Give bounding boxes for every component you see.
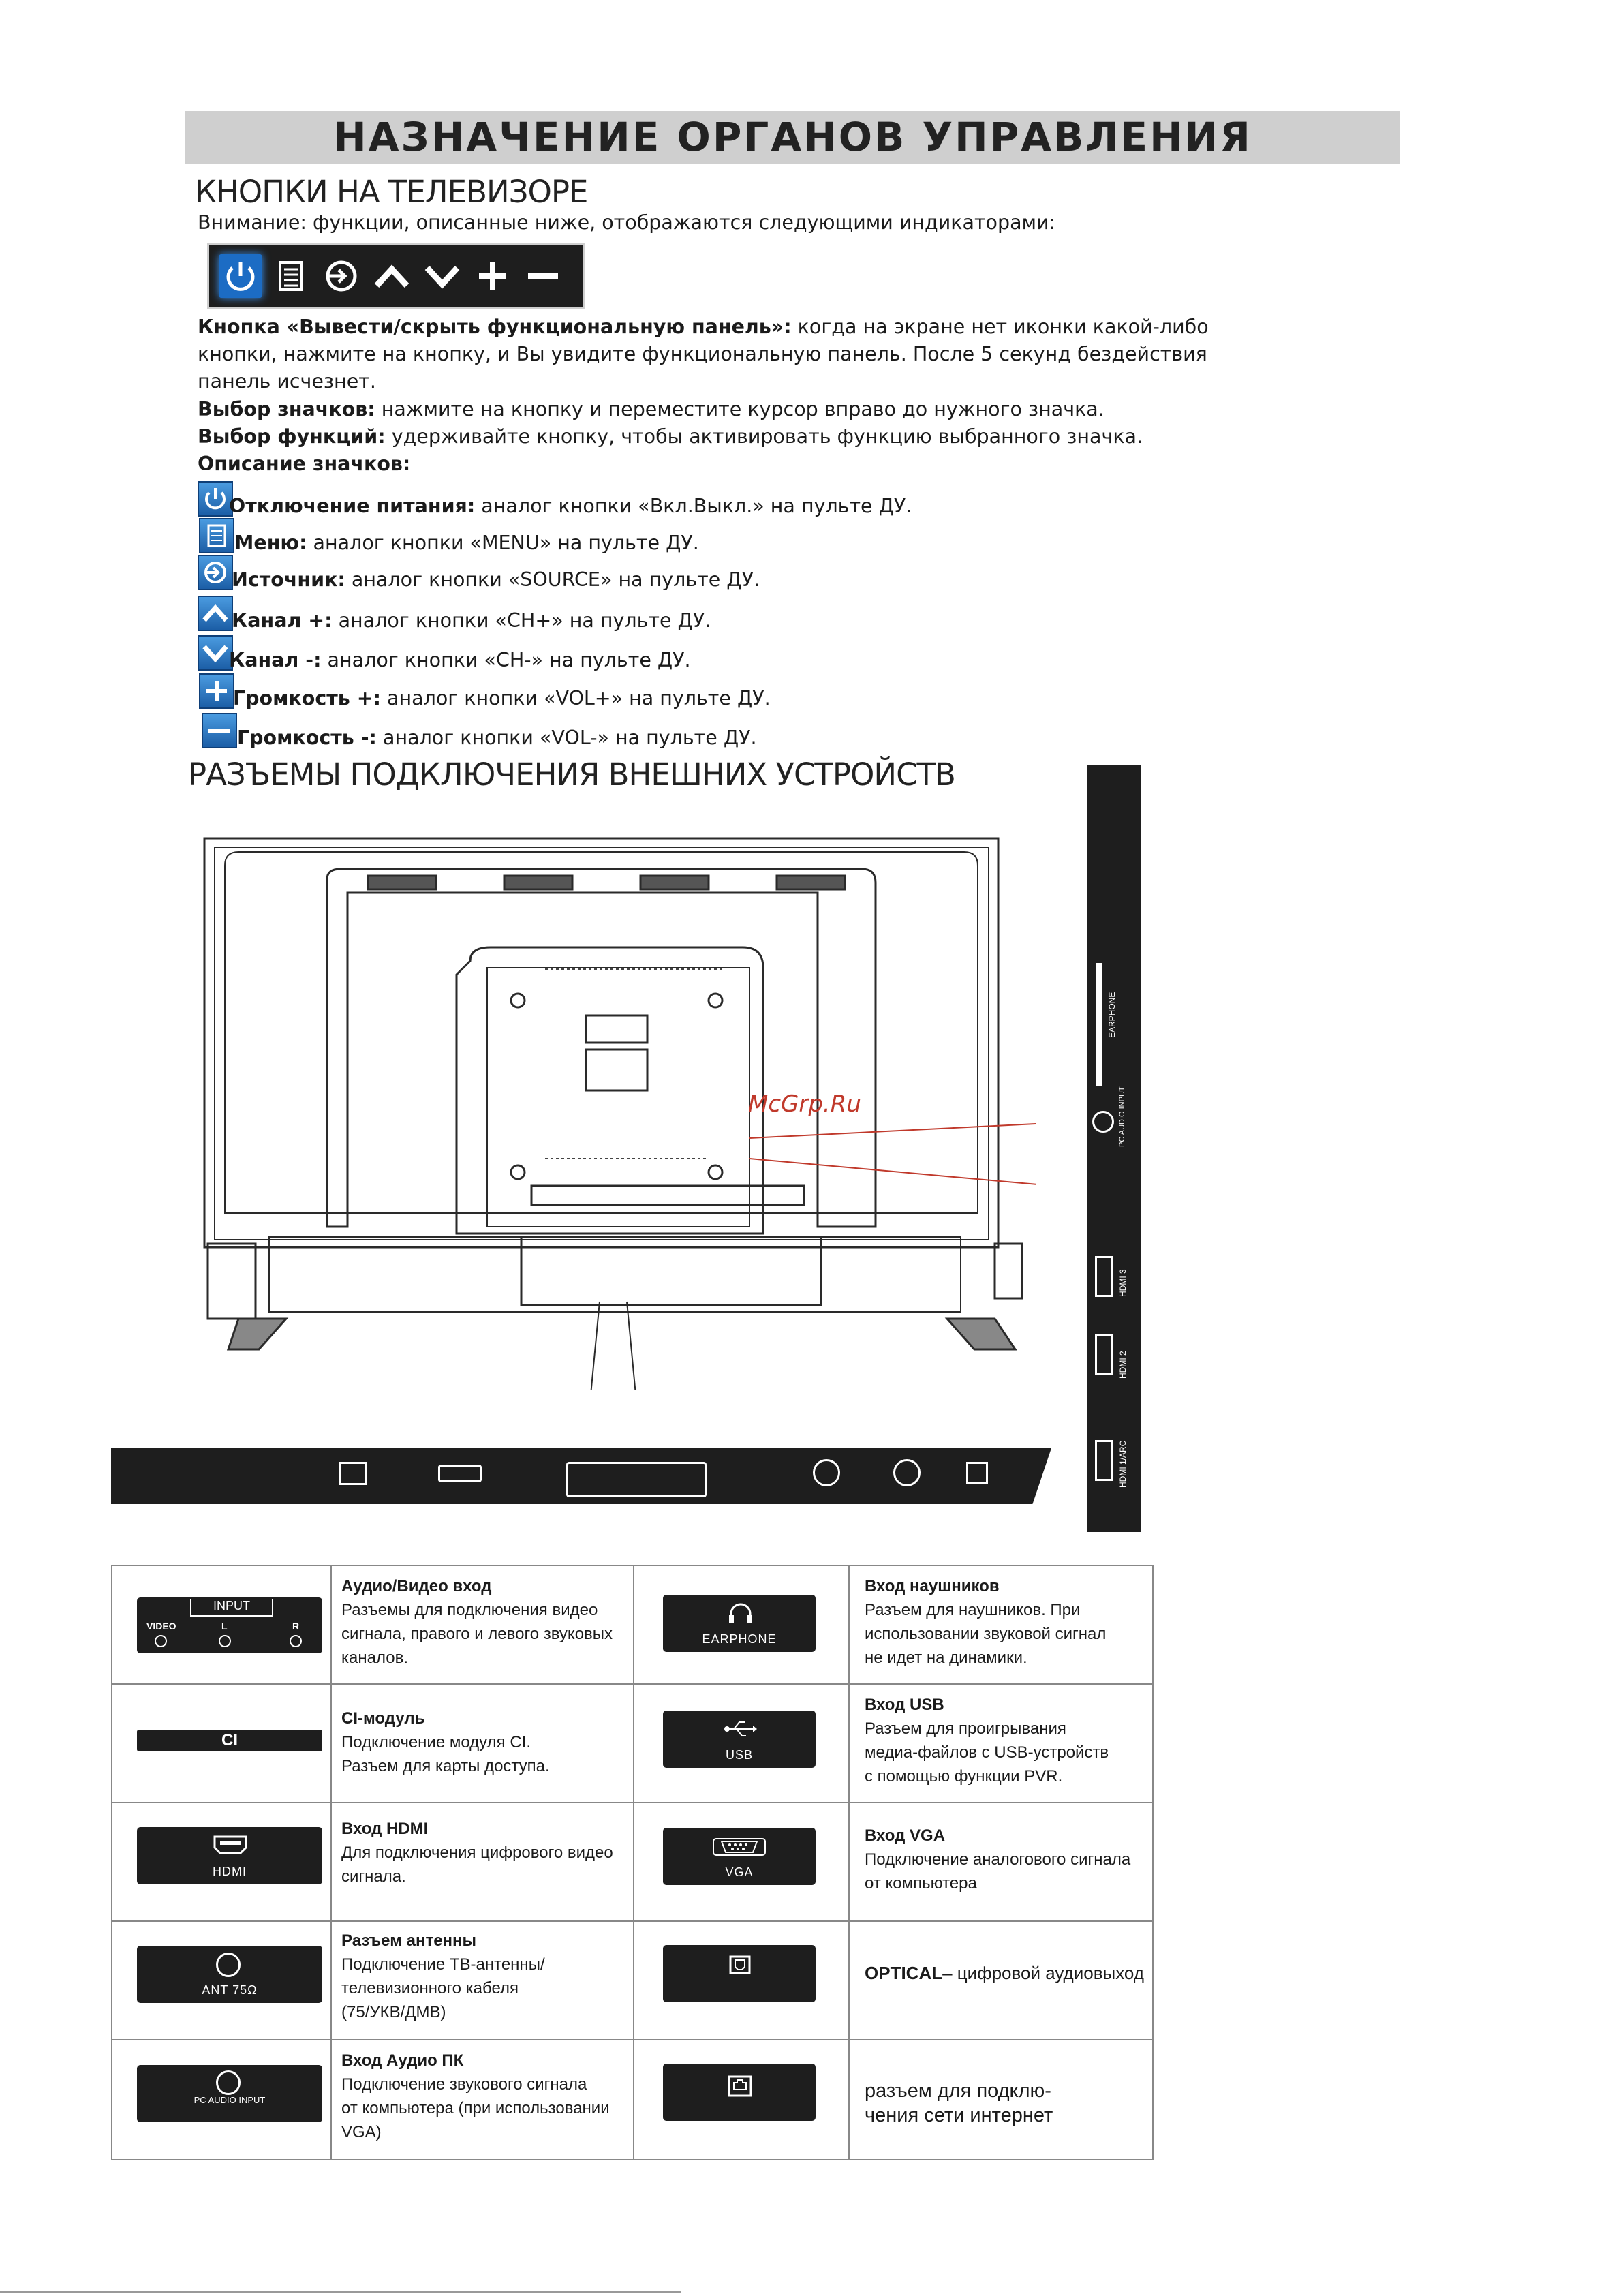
icon-desc-volume-up: Громкость +: аналог кнопки «VOL+» на пульте ДУ. xyxy=(233,687,771,709)
hdmi2-port-icon xyxy=(1095,1334,1113,1375)
headphones-icon xyxy=(727,1602,754,1625)
volume-up-icon xyxy=(471,254,514,298)
channel-up-icon xyxy=(198,596,233,631)
paragraph-2: Выбор значков: нажмите на кнопку и переместите курсор вправо до нужного значка. xyxy=(198,398,1104,420)
icon-desc-power: Отключение питания: аналог кнопки «Вкл.Выкл.» на пульте ДУ. xyxy=(229,495,912,517)
buttons-note: Внимание: функции, описанные ниже, отображаются следующими индикаторами: xyxy=(198,211,1056,234)
video-jack-icon xyxy=(155,1635,167,1647)
connectors-heading: РАЗЪЕМЫ ПОДКЛЮЧЕНИЯ ВНЕШНИХ УСТРОЙСТВ xyxy=(188,756,955,793)
menu-icon xyxy=(269,254,313,298)
volume-down-icon xyxy=(521,254,565,298)
channel-down-icon xyxy=(198,635,233,671)
channel-up-icon xyxy=(370,254,414,298)
av-input-label: INPUT xyxy=(190,1599,273,1617)
icon-desc-volume-down: Громкость -: аналог кнопки «VOL-» на пульте ДУ. xyxy=(237,726,757,749)
left-label: L xyxy=(221,1621,228,1632)
right-label: R xyxy=(292,1621,300,1632)
buttons-heading: КНОПКИ НА ТЕЛЕВИЗОРЕ xyxy=(195,174,588,210)
source-icon xyxy=(320,254,363,298)
page-title: НАЗНАЧЕНИЕ ОРГАНОВ УПРАВЛЕНИЯ xyxy=(333,114,1252,160)
pc-audio-jack-icon xyxy=(1092,1111,1114,1133)
ci-desc: CI-модуль Подключение модуля CI. Разъем для карты доступа. xyxy=(341,1709,550,1775)
watermark: McGrp.Ru xyxy=(748,1090,861,1118)
hdmi-icon xyxy=(213,1834,247,1856)
icon-desc-channel-down: Канал -: аналог кнопки «CH-» на пульте ДУ. xyxy=(229,649,691,671)
source-icon xyxy=(198,555,233,590)
vga-port xyxy=(663,1828,816,1885)
side-slot xyxy=(1096,963,1102,1086)
vga-port-label: VGA xyxy=(725,1865,754,1879)
optical-port xyxy=(663,1945,816,2002)
hdmi1-label: HDMI 1/ARC xyxy=(1118,1440,1128,1488)
hdmi3-port-icon xyxy=(1095,1256,1113,1297)
paragraph-3: Выбор функций: удерживайте кнопку, чтобы активировать функцию выбранного значка. xyxy=(198,425,1143,448)
audio-right-jack-icon xyxy=(290,1635,302,1647)
icon-desc-source: Источник: аналог кнопки «SOURCE» на пульте ДУ. xyxy=(232,568,760,591)
network-icon xyxy=(727,2075,753,2098)
antenna-desc: Разъем антенны Подключение ТВ-антенны/ телевизионного кабеля (75/УКВ/ДМВ) xyxy=(341,1931,545,2021)
hdmi2-label: HDMI 2 xyxy=(1118,1351,1128,1379)
audio-left-jack-icon xyxy=(219,1635,231,1647)
paragraph-1-line-3: панель исчезнет. xyxy=(198,370,376,393)
side-port-panel xyxy=(1087,765,1141,1532)
hdmi-port xyxy=(137,1827,322,1884)
channel-down-icon xyxy=(420,254,464,298)
optical-desc: OPTICAL– цифровой аудиовыход xyxy=(865,1963,1144,1983)
pc-audio-label: PC AUDIO INPUT xyxy=(1118,1086,1126,1147)
indicator-strip xyxy=(207,243,585,309)
av-input-port xyxy=(137,1597,322,1653)
pc-audio-port-label: PC AUDIO INPUT xyxy=(194,2095,266,2105)
pc-audio-desc: Вход Аудио ПК Подключение звукового сигнала от компьютера (при использовании VGA) xyxy=(341,2051,610,2141)
tv-rear-diagram xyxy=(109,818,1036,1390)
vga-desc: Вход VGA Подключение аналогового сигнала от компьютера xyxy=(865,1826,1131,1893)
earphone-port xyxy=(663,1595,816,1652)
antenna-port-2-icon xyxy=(893,1459,921,1486)
menu-icon xyxy=(199,518,234,553)
antenna-jack-icon xyxy=(216,1953,241,1977)
usb-port xyxy=(663,1711,816,1768)
network-desc: разъем для подклю- чения сети интернет xyxy=(865,2080,1053,2126)
connector-table xyxy=(111,1565,1154,2160)
power-icon xyxy=(198,481,233,517)
ci-slot-icon xyxy=(566,1462,707,1497)
title-bar xyxy=(185,111,1400,164)
usb-desc: Вход USB Разъем для проигрывания медиа-файлов с USB-устройств с помощью функции PVR. xyxy=(865,1696,1109,1786)
pc-audio-jack-icon xyxy=(216,2070,241,2095)
hdmi-port-label: HDMI xyxy=(213,1865,247,1878)
bottom-rule xyxy=(0,2291,681,2293)
pc-audio-port xyxy=(137,2065,322,2122)
av-input-desc: Аудио/Видео вход Разъемы для подключения видео сигнала, правого и левого звуковых каналов. xyxy=(341,1577,613,1667)
network-port xyxy=(663,2064,816,2121)
network-port-icon xyxy=(339,1462,367,1485)
hdmi-desc: Вход HDMI Для подключения цифрового видео сигнала. xyxy=(341,1820,613,1886)
antenna-port-icon xyxy=(813,1459,840,1486)
vga-port-icon xyxy=(438,1465,482,1482)
icon-desc-menu: Меню: аналог кнопки «MENU» на пульте ДУ. xyxy=(234,532,699,554)
power-icon xyxy=(219,254,262,298)
hdmi1-port-icon xyxy=(1095,1440,1113,1481)
earphone-desc: Вход наушников Разъем для наушников. При использовании звуковой сигнал не идет на динамики. xyxy=(865,1577,1107,1667)
optical-icon xyxy=(728,1955,752,1975)
video-label: VIDEO xyxy=(146,1621,176,1632)
volume-down-icon xyxy=(202,713,237,748)
usb-icon xyxy=(724,1719,757,1739)
usb-port-label: USB xyxy=(725,1748,753,1762)
paragraph-1-line-2: кнопки, нажмите на кнопку, и Вы увидите функциональную панель. После 5 секунд бездействия xyxy=(198,343,1207,365)
paragraph-4: Описание значков: xyxy=(198,453,411,475)
earphone-label: EARPHONE xyxy=(1107,992,1117,1038)
icon-description-list xyxy=(198,481,1151,747)
paragraph-1-line-1: Кнопка «Вывести/скрыть функциональную панель»: когда на экране нет иконки какой-либо xyxy=(198,316,1209,338)
antenna-port xyxy=(137,1946,322,2003)
optical-port-icon xyxy=(966,1462,988,1484)
ci-port-label: CI xyxy=(221,1731,238,1749)
bottom-port-bar xyxy=(111,1448,1051,1504)
volume-up-icon xyxy=(199,673,234,709)
hdmi3-label: HDMI 3 xyxy=(1118,1269,1128,1297)
ci-port xyxy=(137,1730,322,1751)
vga-icon xyxy=(712,1835,767,1858)
earphone-port-label: EARPHONE xyxy=(702,1632,777,1646)
icon-desc-channel-up: Канал +: аналог кнопки «CH+» на пульте ДУ. xyxy=(232,609,711,632)
antenna-port-label: ANT 75Ω xyxy=(202,1983,258,1997)
